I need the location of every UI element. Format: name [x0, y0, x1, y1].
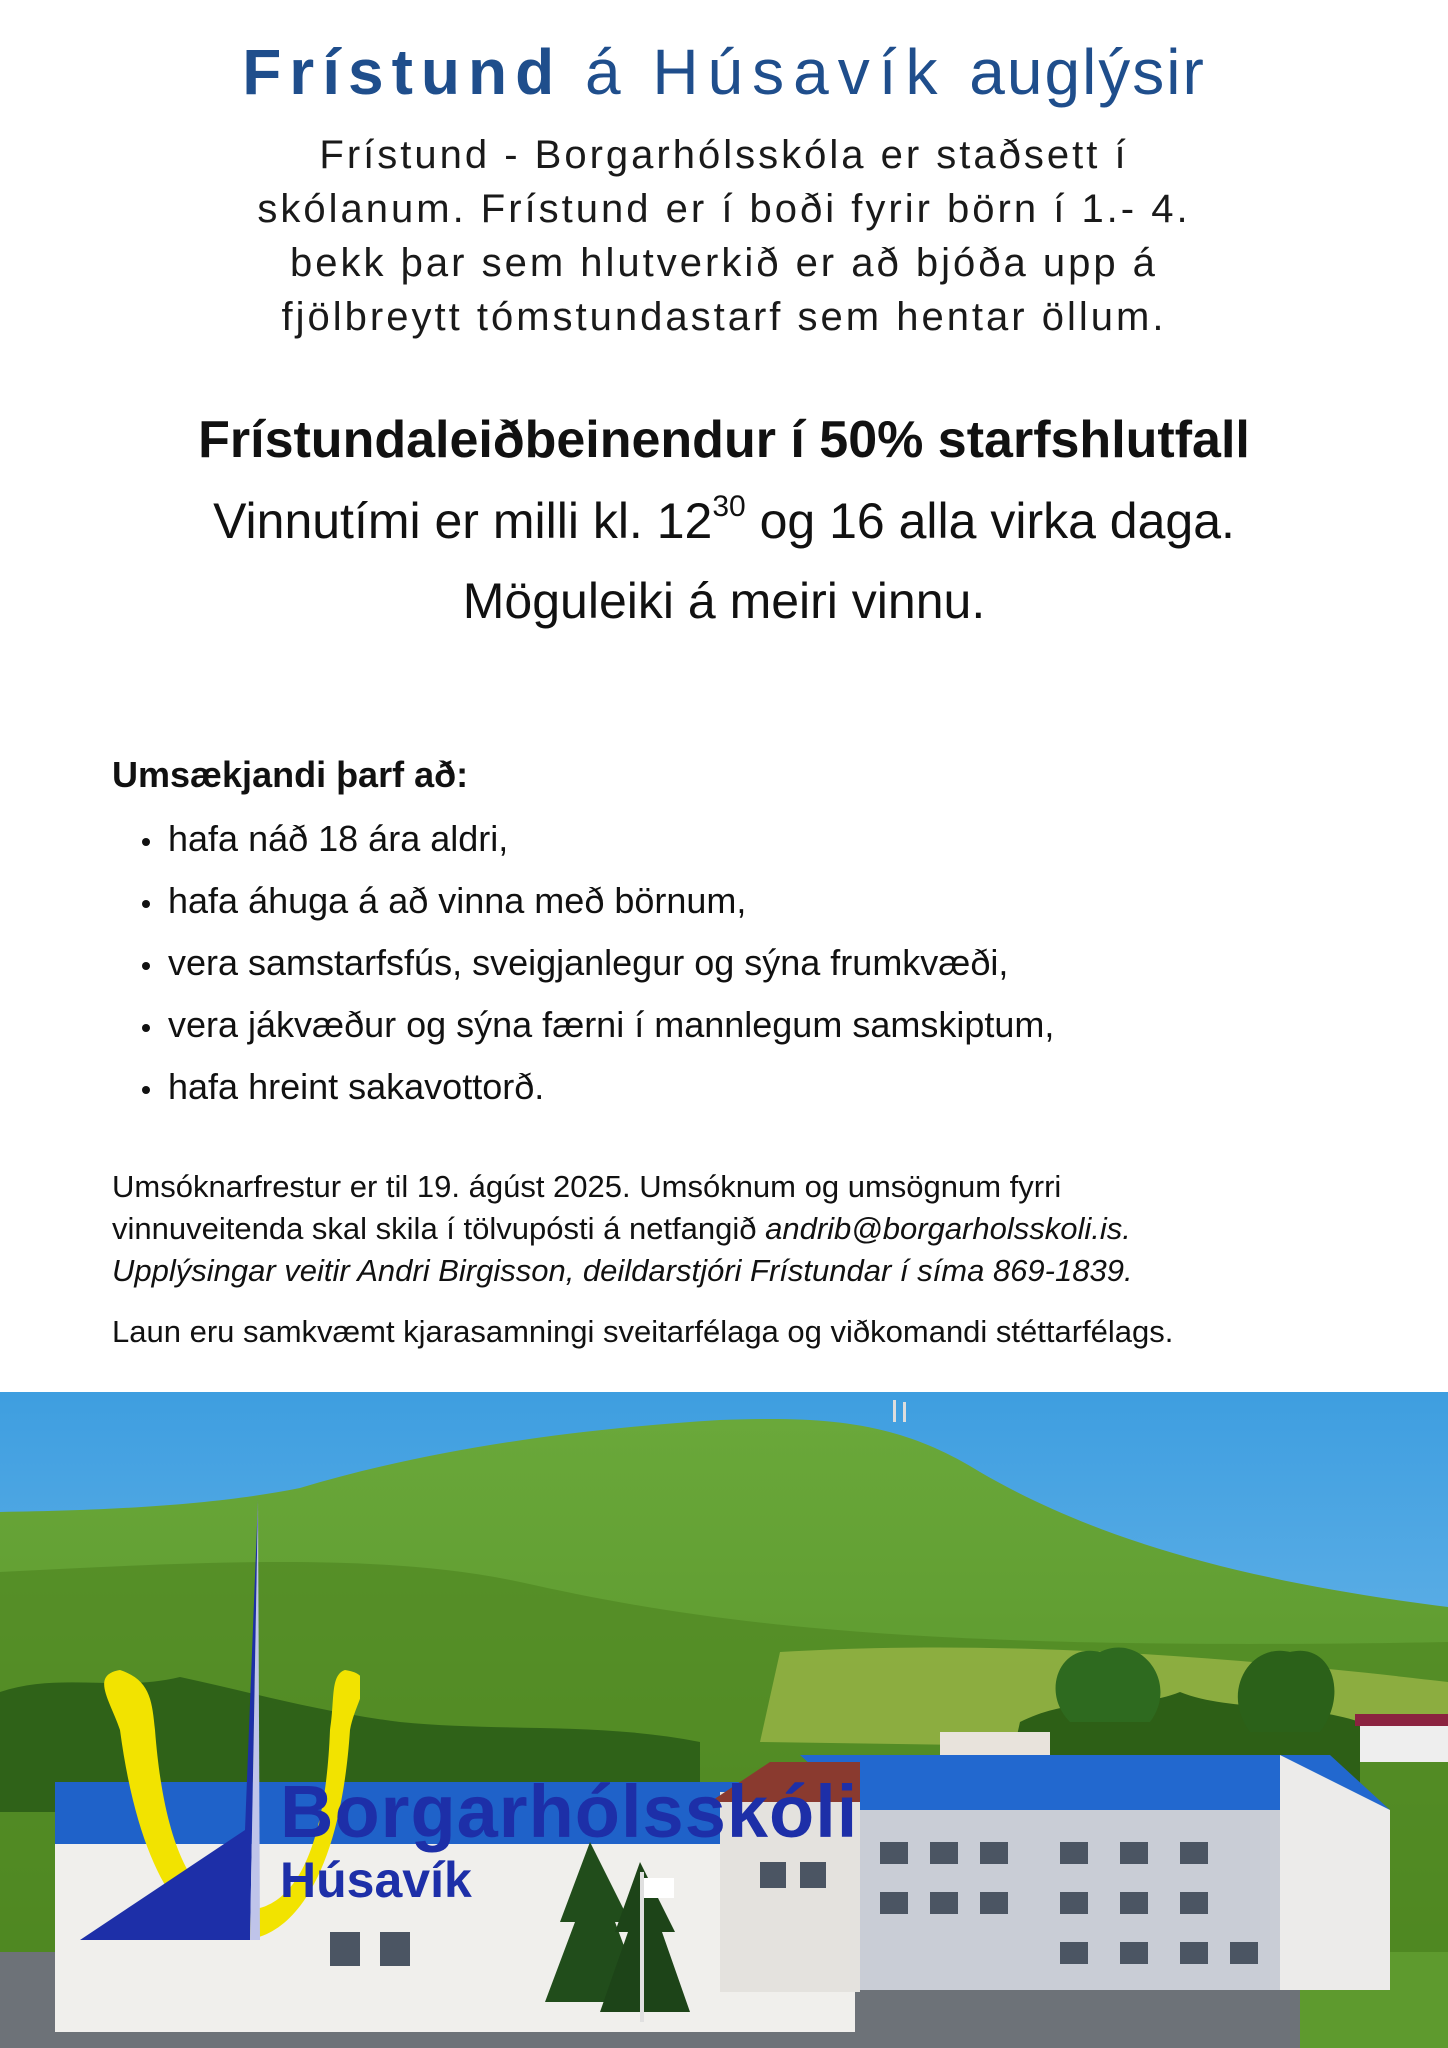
intro-line: Frístund - Borgarhólsskóla er staðsett í: [319, 133, 1129, 177]
requirements-heading: Umsækjandi þarf að:: [112, 754, 469, 795]
email-line: [112, 1208, 1372, 1250]
position-title: Frístundaleiðbeinendur í 50% starfshlutfall: [198, 411, 1250, 469]
email-line-prefix: vinnuveitenda skal skila í tölvupósti á netfangið: [112, 1211, 766, 1246]
requirement-item: hafa áhuga á að vinna með börnum,: [112, 870, 1054, 932]
title-word-a: á: [584, 36, 630, 108]
email-address[interactable]: andrib@borgarholsskoli.is.: [765, 1211, 1131, 1246]
antenna: [903, 1402, 906, 1422]
salary-note: Laun eru samkvæmt kjarasamningi sveitarfélaga og viðkomandi stéttarfélags.: [112, 1314, 1174, 1349]
logo-school-name: Borgarhólsskóli: [280, 1770, 859, 1853]
intro-paragraph: [150, 128, 1298, 344]
town-building: [1360, 1722, 1448, 1762]
intro-line: fjölbreytt tómstundastarf sem hentar öllum.: [281, 295, 1167, 339]
title-word-auglysir: auglýsir: [969, 36, 1206, 108]
intro-line: skólanum. Frístund er í boði fyrir börn í 1.- 4.: [257, 187, 1191, 231]
requirement-item: hafa náð 18 ára aldri,: [112, 808, 1054, 870]
logo-town-name: Húsavík: [280, 1852, 472, 1908]
town-roof: [1355, 1714, 1448, 1726]
hours-suffix: og 16 alla virka daga.: [745, 493, 1235, 549]
contact-line: [112, 1250, 1372, 1292]
deadline-line: Umsóknarfrestur er til 19. ágúst 2025. Umsóknum og umsögnum fyrri: [112, 1169, 1062, 1204]
leafy-tree: [1056, 1647, 1161, 1722]
leafy-tree: [1238, 1651, 1335, 1732]
ad-title: [0, 32, 1448, 112]
hours-superscript: 30: [712, 490, 746, 523]
requirement-item: hafa hreint sakavottorð.: [112, 1056, 1054, 1118]
hours-prefix: Vinnutími er milli kl. 12: [213, 493, 713, 549]
antenna: [893, 1400, 896, 1422]
application-info: [112, 1166, 1372, 1292]
working-hours: [0, 486, 1448, 556]
requirements-list: [112, 808, 1054, 1118]
intro-line: bekk þar sem hlutverkið er að bjóða upp á: [290, 241, 1158, 285]
contact-text: Upplýsingar veitir Andri Birgisson, deildarstjóri Frístundar í síma 869-1839.: [112, 1253, 1133, 1288]
school-logo-text: [280, 1772, 858, 1908]
requirement-item: vera samstarfsfús, sveigjanlegur og sýna frumkvæði,: [112, 932, 1054, 994]
school-photo: [0, 1392, 1448, 2048]
requirement-item: vera jákvæður og sýna færni í mannlegum samskiptum,: [112, 994, 1054, 1056]
more-work-note: Möguleiki á meiri vinnu.: [462, 573, 986, 629]
title-word-fristund: Frístund: [242, 36, 563, 108]
title-word-husavik: Húsavík: [652, 36, 947, 108]
